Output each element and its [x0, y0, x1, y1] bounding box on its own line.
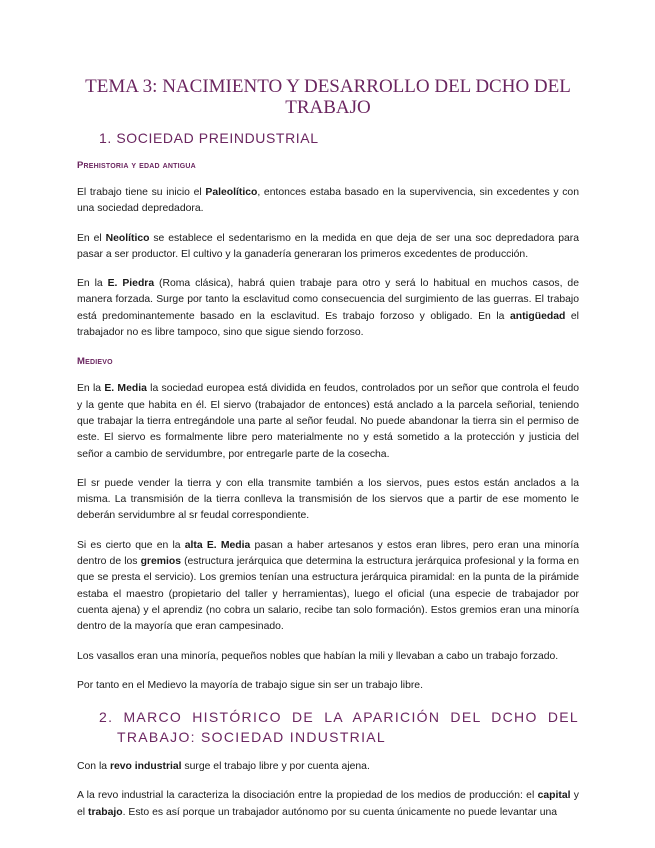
paragraph: [77, 788, 579, 821]
bold-term: capital: [537, 790, 571, 802]
text-run: surge el trabajo libre y por cuenta ajena.: [181, 761, 370, 773]
paragraph: [77, 276, 579, 341]
bold-term: Neolítico: [105, 232, 150, 244]
subheading-medievo: Medievo: [77, 356, 113, 368]
text-run: y el: [77, 790, 579, 818]
document-title: [77, 76, 579, 118]
text-run: A la revo industrial la caracteriza la disociación entre la propiedad de los medios de producción: el: [77, 790, 538, 802]
paragraph: [77, 759, 579, 775]
paragraphs-industrial: [77, 759, 579, 821]
bold-term: revo industrial: [109, 761, 182, 773]
text-run: Si es cierto que en la: [77, 539, 185, 551]
paragraph: [77, 381, 579, 462]
text-run: En la: [77, 278, 108, 290]
text-run: Con la: [77, 761, 110, 773]
text-run: Los vasallos eran una minoría, pequeños nobles que habían la mili y llevaban a cabo un trabajo forzado.: [77, 650, 559, 662]
text-run: El trabajo tiene su inicio el: [77, 187, 206, 198]
text-run: (Roma clásica), habrá quien trabaje para otro y será lo habitual en muchos casos, de manera forzada. Surge por tanto la esclavitud como consecuencia del surgimiento de las guerras. El trabajo está predominantemente basado en la esclavitud. Es trabajo forzoso y obligado. En la: [77, 278, 579, 322]
section-heading-1: 1. SOCIEDAD PREINDUSTRIAL: [99, 130, 319, 146]
text-run: se establece el sedentarismo en la medida en que deja de ser una soc depredadora para pasar a ser productor. El cultivo y la ganadería generaran los primeros excedentes de producción.: [77, 232, 580, 260]
text-run: la sociedad europea está dividida en feudos, controlados por un señor que controla el feudo y la gente que habita en él. El siervo (trabajador de entonces) está anclado a la parcela señorial, teniendo que trabajar la tierra entregándole una parte al señor feudal. No puede abandonar la tierra sin el permiso de este. El siervo es formalmente libre pero materialmente no y está sometido a la protección y justicia del señor a cambio de servidumbre, por entregarle parte de la cosecha.: [77, 383, 579, 460]
text-run: En el: [77, 232, 106, 244]
bold-term: gremios: [140, 556, 181, 568]
bold-term: E. Piedra: [107, 278, 155, 290]
title-line-2: TRABAJO: [285, 97, 371, 118]
text-run: (estructura jerárquica que determina la estructura jerárquica profesional y la forma en que se presta el servicio). Los gremios tenían una estructura jerárquica piramidal: en la punta de la pirámide estaba el maestro (propietario del taller y herramientas), luego el oficial (una especie de trabajador por cuenta ajena) y el aprendiz (no cobra un salario, recibe tan solo formación). Estos gremios eran una minoría dentro de la mayoría que eran campesinado.: [77, 556, 579, 633]
document-page: [77, 76, 579, 834]
paragraph: [77, 185, 579, 218]
section-heading-2: 2. MARCO HISTÓRICO DE LA APARICIÓN DEL DCHO DEL TRABAJO: SOCIEDAD INDUSTRIAL: [99, 709, 579, 746]
bold-term: antigüedad: [509, 310, 566, 322]
bold-term: E. Media: [104, 383, 147, 395]
bold-term: alta E. Media: [184, 539, 251, 551]
text-run: . Esto es así porque un trabajador autónomo por su cuenta únicamente no puede levantar una: [122, 806, 558, 818]
text-run: Por tanto en el Medievo la mayoría de trabajo sigue sin ser un trabajo libre.: [77, 679, 423, 691]
text-run: el trabajador no es libre tampoco, sino que sigue siendo forzoso.: [77, 310, 579, 339]
paragraph: [77, 231, 579, 264]
paragraph: [77, 476, 579, 525]
paragraph: [77, 538, 579, 636]
text-run: El sr puede vender la tierra y con ella transmite también a los siervos, pues estos están anclados a la misma. La transmisión de la tierra conlleva la transmisión de los siervos que a partir de ese momento le deberán servidumbre al sr feudal correspondiente.: [77, 477, 579, 522]
text-run: pasan a haber artesanos y estos eran libres, pero eran una minoría dentro de los: [77, 539, 579, 568]
paragraph: [77, 649, 579, 665]
paragraphs-medievo: [77, 381, 579, 694]
text-run: En la: [77, 383, 105, 395]
text-run: , entonces estaba basado en la supervivencia, sin excedentes y con una sociedad depredadora.: [77, 187, 579, 215]
subheading-prehistoria: Prehistoria y edad antigua: [77, 160, 196, 171]
paragraphs-prehistoria: [77, 185, 579, 341]
paragraph: [77, 678, 579, 694]
bold-term: Paleolítico: [205, 187, 258, 198]
bold-term: trabajo: [87, 806, 123, 818]
title-line-1: TEMA 3: NACIMIENTO Y DESARROLLO DEL DCHO DEL: [85, 76, 571, 97]
